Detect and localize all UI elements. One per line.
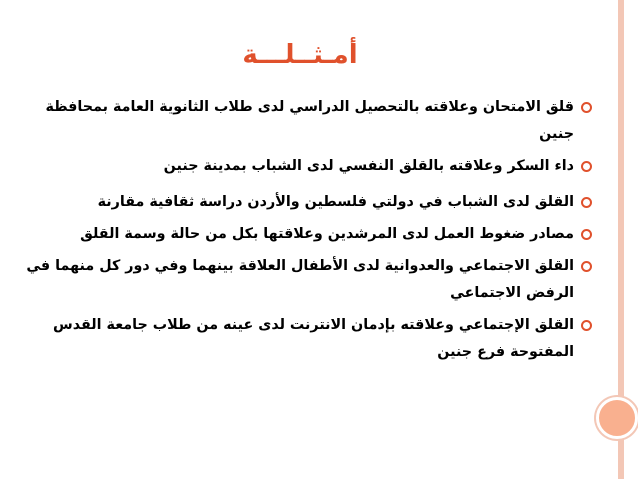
list-item [14, 312, 594, 366]
bullet-icon [581, 197, 592, 208]
bullet-icon [581, 320, 592, 331]
list-item-text: قلق الامتحان وعلاقته بالتحصيل الدراسي لدى طلاب الثانوية العامة بمحافظة جنين [45, 99, 574, 142]
examples-list [14, 94, 594, 371]
list-item [14, 221, 594, 248]
list-item [14, 94, 594, 148]
bullet-icon [581, 102, 592, 113]
list-item-text: القلق الإجتماعي وعلاقته بإدمان الانترنت لدى عينه من طلاب جامعة القدس المفتوحة فرع جنين [53, 317, 574, 360]
list-item [14, 189, 594, 216]
bullet-icon [581, 229, 592, 240]
bullet-icon [581, 261, 592, 272]
list-item [14, 153, 594, 180]
decorative-circle [596, 397, 638, 439]
bullet-icon [581, 161, 592, 172]
list-item-text: داء السكر وعلاقته بالقلق النفسي لدى الشباب بمدينة جنين [163, 158, 574, 174]
list-item-text: القلق الاجتماعي والعدوانية لدى الأطفال العلاقة بينهما وفي دور كل منهما في الرفض الاجتماعي [26, 258, 574, 301]
list-item [14, 253, 594, 307]
list-item-text: مصادر ضغوط العمل لدى المرشدين وعلاقتها بكل من حالة وسمة القلق [80, 226, 574, 242]
list-item-text: القلق لدى الشباب في دولتي فلسطين والأردن دراسة ثقافية مقارنة [97, 194, 574, 210]
slide-title: أمـثــلـــة [242, 40, 358, 70]
